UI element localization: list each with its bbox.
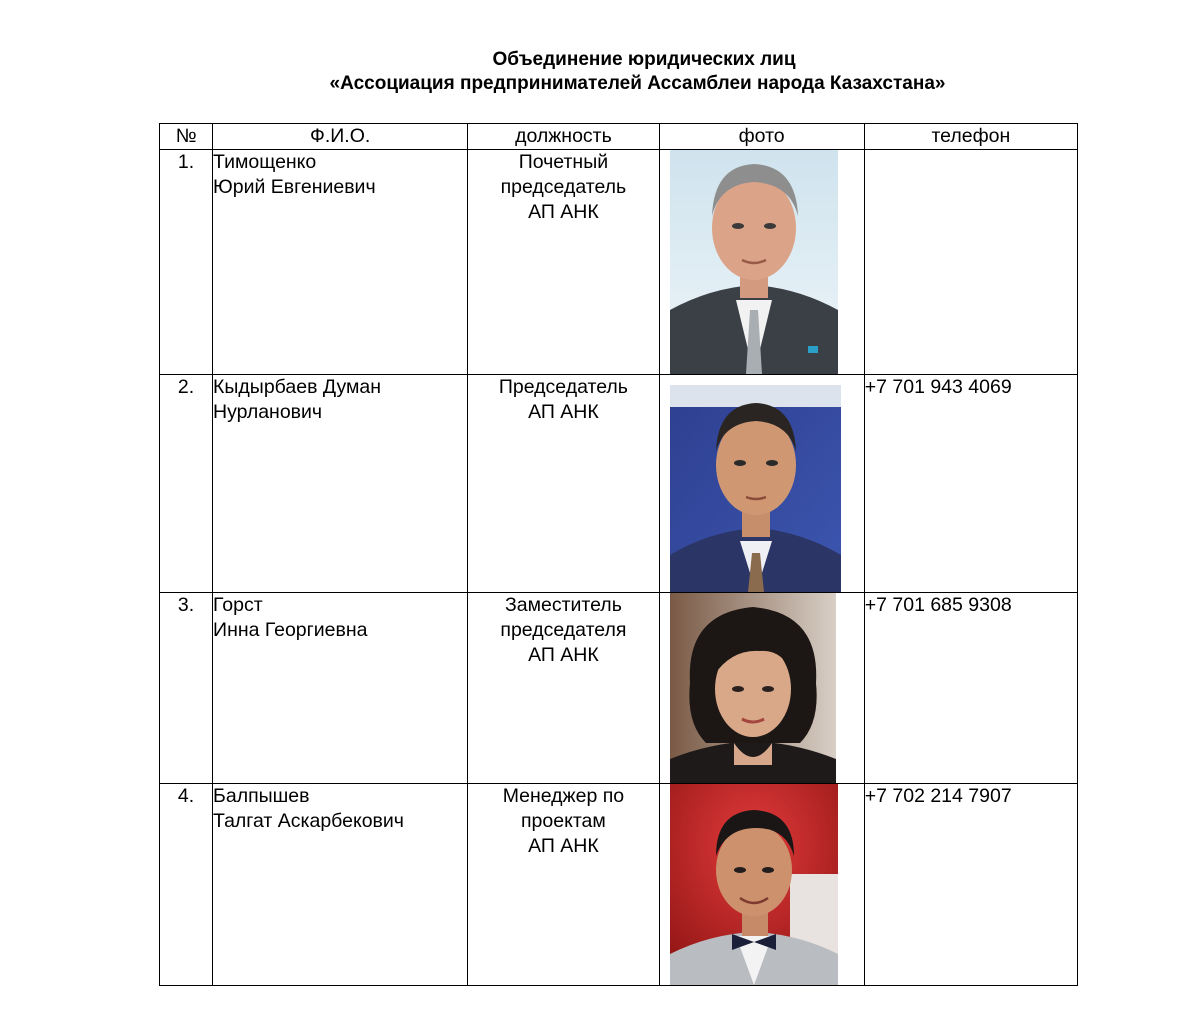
person-position bbox=[468, 375, 659, 593]
position-line-2: проектам bbox=[521, 810, 606, 832]
photo-cell bbox=[659, 150, 864, 375]
person-position bbox=[468, 150, 659, 375]
portrait-photo bbox=[670, 593, 836, 783]
row-number: 1. bbox=[160, 150, 213, 375]
name-line-1: Тимощенко bbox=[213, 151, 317, 173]
header-position: должность bbox=[468, 124, 659, 150]
table-row bbox=[160, 375, 1078, 593]
photo-cell bbox=[659, 375, 864, 593]
name-line-1: Кыдырбаев Думан bbox=[213, 376, 382, 398]
person-name bbox=[213, 593, 468, 784]
position-line-3: АП АНК bbox=[528, 201, 599, 223]
row-number: 3. bbox=[160, 593, 213, 784]
position-line-3: АП АНК bbox=[528, 644, 599, 666]
position-line-1: Заместитель bbox=[504, 594, 622, 616]
portrait-photo bbox=[670, 784, 838, 985]
table-row bbox=[160, 784, 1078, 986]
header-name: Ф.И.О. bbox=[213, 124, 468, 150]
position-line-1: Председатель bbox=[498, 376, 628, 398]
document-title bbox=[0, 48, 1191, 96]
table-row bbox=[160, 150, 1078, 375]
header-phone: телефон bbox=[864, 124, 1077, 150]
position-line-2: АП АНК bbox=[528, 401, 599, 423]
name-line-2: Инна Георгиевна bbox=[213, 619, 368, 641]
header-num: № bbox=[160, 124, 213, 150]
name-line-1: Балпышев bbox=[213, 785, 310, 807]
position-line-3: АП АНК bbox=[528, 835, 599, 857]
photo-cell bbox=[659, 784, 864, 986]
name-line-2: Талгат Аскарбекович bbox=[213, 810, 404, 832]
person-name bbox=[213, 375, 468, 593]
name-line-2: Юрий Евгениевич bbox=[213, 176, 376, 198]
position-line-2: председатель bbox=[500, 176, 627, 198]
phone-number bbox=[864, 150, 1077, 375]
title-line-2: «Ассоциация предпринимателей Ассамблеи народа Казахстана» bbox=[329, 73, 946, 94]
name-line-2: Нурланович bbox=[213, 401, 323, 423]
phone-number: +7 702 214 7907 bbox=[864, 784, 1077, 986]
phone-number: +7 701 685 9308 bbox=[864, 593, 1077, 784]
position-line-1: Почетный bbox=[518, 151, 609, 173]
staff-table bbox=[159, 123, 1078, 986]
portrait-photo bbox=[670, 150, 838, 374]
photo-cell bbox=[659, 593, 864, 784]
person-position bbox=[468, 593, 659, 784]
person-name bbox=[213, 784, 468, 986]
name-line-1: Горст bbox=[213, 594, 263, 616]
portrait-photo bbox=[670, 385, 841, 592]
phone-number: +7 701 943 4069 bbox=[864, 375, 1077, 593]
row-number: 4. bbox=[160, 784, 213, 986]
row-number: 2. bbox=[160, 375, 213, 593]
header-photo: фото bbox=[659, 124, 864, 150]
table-row bbox=[160, 593, 1078, 784]
position-line-1: Менеджер по bbox=[502, 785, 625, 807]
title-line-1: Объединение юридических лиц bbox=[492, 49, 796, 70]
table-header-row bbox=[160, 124, 1078, 150]
position-line-2: председателя bbox=[500, 619, 627, 641]
person-position bbox=[468, 784, 659, 986]
person-name bbox=[213, 150, 468, 375]
